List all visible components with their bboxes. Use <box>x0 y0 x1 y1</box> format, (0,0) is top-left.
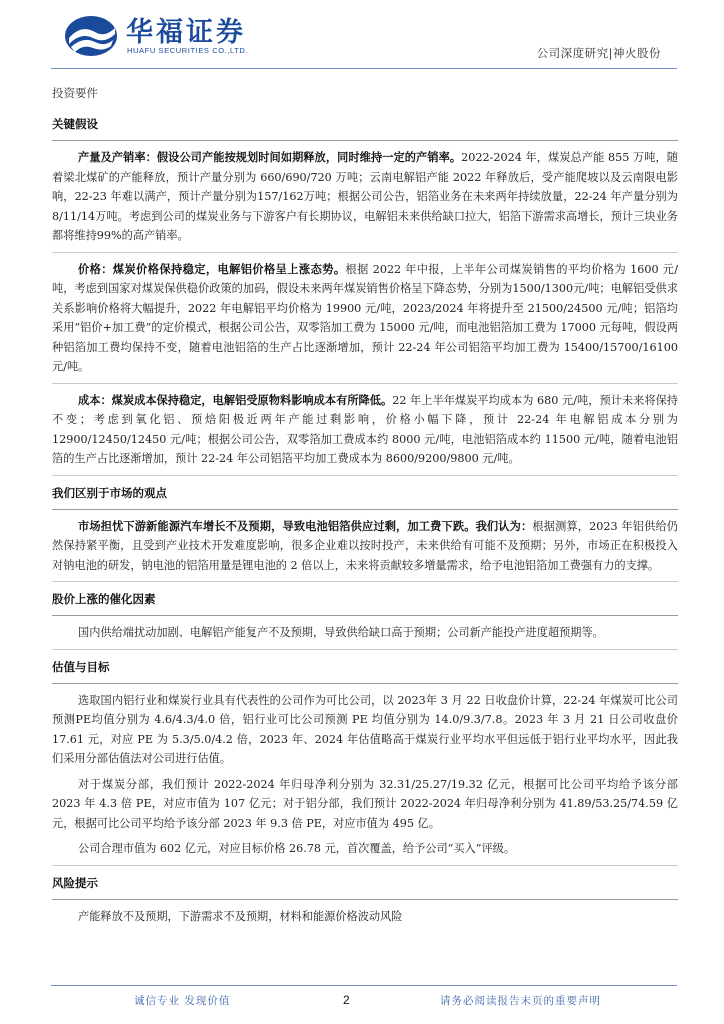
cost-assumption-paragraph <box>52 391 678 469</box>
huafu-logo-icon <box>63 14 119 58</box>
heading-divider <box>52 615 678 616</box>
section-title: 投资要件 <box>52 86 98 100</box>
page-header <box>0 0 724 70</box>
cost-assumption-text: 22 年上半年煤炭平均成本为 680 元/吨，预计未来将保持不变；考虑到氧化铝、预焙阳极近两年产能过剩影响，价格小幅下降，预计 22-24 年电解铝成本分别为 12900/12450/12450 元/吨；根据公司公告，双零箔加工费成本约 8000 元/吨，电池铝箔成本约 11500 元/吨，随着电池铝箔的生产占比逐渐增加，预计 22-24 年公司铝箔平均加工费成本为 8600/9200/9800 元/吨。 <box>52 393 678 465</box>
paragraph-divider <box>52 865 678 866</box>
cost-assumption-lead: 成本：煤炭成本保持稳定，电解铝受原物料影响成本有所降低。 <box>78 393 393 407</box>
price-assumption-text: 根据 2022 年中报，上半年公司煤炭销售的平均价格为 1600 元/吨，考虑到国家对煤炭保供稳价政策的加码，假设未来两年煤炭销售价格呈下降态势，分别为1500/1300元/吨；电解铝受供求关系影响价格将大幅提升，2022 年电解铝平均价格为 19900 元/吨，2023/2024 年将提升至 21500/24500 元/吨；铝箔均采用“铝价+加工费”的定价模式，根据公司公告，双零箔加工费为 15000 元/吨，而电池铝箔加工费为 17000 元每吨，假设两种铝箔加工费均保持不变，随着电池铝箔的生产占比逐渐增加，预计 22-24 年公司铝箔平均加工费为 15400/15700/16100元/吨。 <box>52 262 678 373</box>
paragraph-divider <box>52 581 678 582</box>
heading-divider <box>52 140 678 141</box>
report-body <box>52 86 678 926</box>
footer-divider <box>51 985 677 986</box>
price-assumption-lead: 价格：煤炭价格保持稳定，电解铝价格呈上涨态势。 <box>78 262 346 276</box>
market-difference-lead: 市场担忧下游新能源汽车增长不及预期，导致电池铝箔供应过剩，加工费下跌。我们认为： <box>78 519 533 533</box>
footer-disclaimer-note: 请务必阅读报告末页的重要声明 <box>440 995 601 1007</box>
catalysts-paragraph: 国内供给端扰动加剧、电解铝产能复产不及预期，导致供给缺口高于预期；公司新产能投产进度超预期等。 <box>78 626 604 639</box>
market-difference-paragraph <box>52 517 678 576</box>
market-difference-text: 根据测算，2023 年铝供给仍然保持紧平衡，且受到产业技术开发难度影响，很多企业难以按时投产，未来供给有可能不及预期；另外，市场正在积极投入对钠电池的研发，钠电池的铝箔用量是锂电池的 2 倍以上，未来将贡献较多增量需求，给予电池铝箔加工费强有力的支撑。 <box>52 519 678 572</box>
risks-heading: 风险提示 <box>52 875 98 890</box>
valuation-paragraph-3: 公司合理市值为 602 亿元，对应目标价格 26.78 元，首次覆盖，给予公司“买入”评级。 <box>78 842 516 855</box>
valuation-paragraph-1: 选取国内铝行业和煤炭行业具有代表性的公司作为可比公司，以 2023年 3 月 22 日收盘价计算，22-24 年煤炭可比公司预测PE均值分别为 4.6/4.3/4.0 倍，铝行业可比公司预测 PE 均值分别为 14.0/9.3/7.8。2023 年 3 月 21 日公司收盘价 17.61 元，对应 PE 为 5.3/5.0/4.2 倍，2023 年、2024 年估值略高于煤炭行业平均水平但远低于铝行业平均水平，因此我们采用分部估值法对公司进行估值。 <box>52 693 678 765</box>
output-assumption-paragraph <box>52 148 678 246</box>
market-difference-heading: 我们区别于市场的观点 <box>52 485 167 500</box>
price-assumption-paragraph <box>52 260 678 377</box>
key-assumptions-heading: 关键假设 <box>52 117 98 131</box>
paragraph-divider <box>52 475 678 476</box>
logo-chinese-name: 华福证券 <box>126 17 246 48</box>
paragraph-divider <box>52 252 678 253</box>
logo-english-name: HUAFU SECURITIES CO.,LTD. <box>127 46 249 55</box>
valuation-paragraph-2: 对于煤炭分部，我们预计 2022-2024 年归母净利分别为 32.31/25.27/19.32 亿元，根据可比公司平均给予该分部 2023 年 4.3 倍 PE，对应市值为 107 亿元；对于铝分部，我们预计 2022-2024 年归母净利分别为 41.89/53.25/74.59 亿元，根据可比公司平均给予该分部 2023 年 9.3 倍 PE，对应市值为 495 亿。 <box>52 777 678 830</box>
report-type-label: 公司深度研究|神火股份 <box>536 46 661 60</box>
heading-divider <box>52 899 678 900</box>
heading-divider <box>52 683 678 684</box>
output-assumption-text: 2022-2024 年，煤炭总产能 855 万吨，随着梁北煤矿的产能释放，预计产量分别为 660/690/720 万吨；云南电解铝产能 2022 年释放后，受产能爬坡以及云南限电影响，22-23 年难以满产，预计产量分别为157/162万吨；根据公司公告，铝箔业务在未来两年持续放量，22-24 年产量分别为8/11/14万吨。考虑到公司的煤炭业务与下游客户有长期协议，电解铝未来供给缺口拉大，铝箔下游需求高增长，预计三块业务都将维持99%的高产销率。 <box>52 151 678 242</box>
footer-slogan: 诚信专业 发现价值 <box>134 995 231 1007</box>
catalysts-heading: 股价上涨的催化因素 <box>52 592 156 606</box>
header-divider <box>51 68 677 69</box>
page-number: 2 <box>343 993 350 1007</box>
paragraph-divider <box>52 383 678 384</box>
output-assumption-lead: 产量及产销率：假设公司产能按规划时间如期释放，同时维持一定的产销率。 <box>78 151 462 164</box>
heading-divider <box>52 509 678 510</box>
risks-paragraph: 产能释放不及预期，下游需求不及预期，材料和能源价格波动风险 <box>78 909 403 923</box>
paragraph-divider <box>52 649 678 650</box>
valuation-heading: 估值与目标 <box>52 659 110 674</box>
